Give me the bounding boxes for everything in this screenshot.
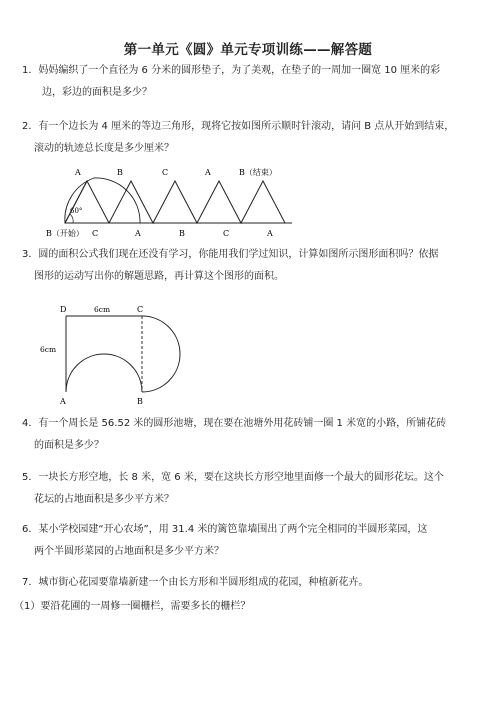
question-text: ．有一个周长是 56.52 米的圆形池塘，现在要在池塘外用花砖铺一圈 1 米宽的小路，所铺花砖	[28, 418, 447, 429]
question-4	[22, 413, 477, 457]
question-number: 6	[22, 524, 29, 535]
question-7	[22, 572, 477, 594]
question-text: ．有一个边长为 4 厘米的等边三角形，现将它按如图所示顺时针滚动，请问 B 点从开始到结束，	[28, 121, 455, 132]
sub-question-1	[14, 596, 469, 618]
label-top-4: A	[205, 168, 211, 177]
question-text: ．一块长方形空地，长 8 米，宽 6 米，要在这块长方形空地里面修一个最大的圆形花坛。这个	[28, 472, 444, 483]
label-b: B	[137, 397, 143, 406]
question-number: 5	[22, 472, 29, 483]
question-text: ．圆的面积公式我们现在还没有学习，你能用我们学过知识，计算如图所示图形面积吗？依据	[28, 249, 439, 260]
width-label: 6cm	[94, 305, 111, 314]
angle-mark	[70, 214, 73, 223]
label-top-1: A	[75, 168, 81, 177]
sub-question-text: （1）要沿花圃的一周修一圈栅栏，需要多长的栅栏？	[14, 601, 251, 612]
label-bottom-4: B	[179, 229, 185, 238]
question-1	[22, 60, 477, 104]
height-label: 6cm	[40, 345, 57, 354]
label-bottom-5: C	[223, 229, 230, 238]
question-number: 2	[22, 121, 29, 132]
label-top-3: C	[162, 168, 169, 177]
question-6	[22, 519, 477, 563]
label-top-5: B（结束）	[239, 168, 277, 177]
question-number: 3	[22, 249, 29, 260]
angle-label: 60°	[70, 207, 83, 215]
inner-semicircle	[66, 354, 142, 392]
question-number: 4	[22, 418, 29, 429]
area-figure	[36, 300, 216, 408]
rolling-triangle-figure	[40, 166, 300, 244]
label-top-2: B	[117, 168, 123, 177]
question-text: ．城市街心花园要靠墙新建一个由长方形和半圆形组成的花园，种植新花卉。	[28, 577, 369, 588]
label-bottom-2: C	[92, 229, 99, 238]
label-d: D	[60, 305, 67, 314]
label-c: C	[137, 305, 144, 314]
question-text: 两个半圆形菜园的占地面积是多少平方米？	[34, 546, 224, 557]
question-5	[22, 467, 477, 511]
outer-semicircle	[142, 316, 180, 392]
question-3	[22, 244, 477, 288]
question-text: ．某小学校园建“开心农场”，用 31.4 米的篱笆靠墙围出了两个完全相同的半圆形菜园，这	[28, 524, 428, 535]
question-number: 1	[22, 65, 29, 76]
question-number: 7	[22, 577, 29, 588]
triangle-1	[65, 181, 109, 223]
question-text: 花坛的占地面积是多少平方米？	[34, 494, 174, 505]
question-text: ．妈妈编织了一个直径为 6 分米的圆形垫子，为了美观，在垫子的一周加一圈宽 10 厘米的彩	[28, 65, 441, 76]
question-text: 图形的运动写出你的解题思路，再计算这个图形的面积。	[34, 271, 284, 282]
label-bottom-3: A	[135, 229, 141, 238]
question-2	[22, 116, 477, 160]
page-title: 第一单元《圆》单元专项训练——解答题	[123, 42, 373, 58]
label-bottom-6: A	[267, 229, 273, 238]
question-text: 的面积是多少？	[34, 440, 104, 451]
question-text: 滚动的轨迹总长度是多少厘米？	[34, 143, 174, 154]
question-text: 边，彩边的面积是多少？	[42, 87, 152, 98]
label-bottom-1: B（开始）	[46, 229, 84, 238]
label-a: A	[60, 397, 66, 406]
